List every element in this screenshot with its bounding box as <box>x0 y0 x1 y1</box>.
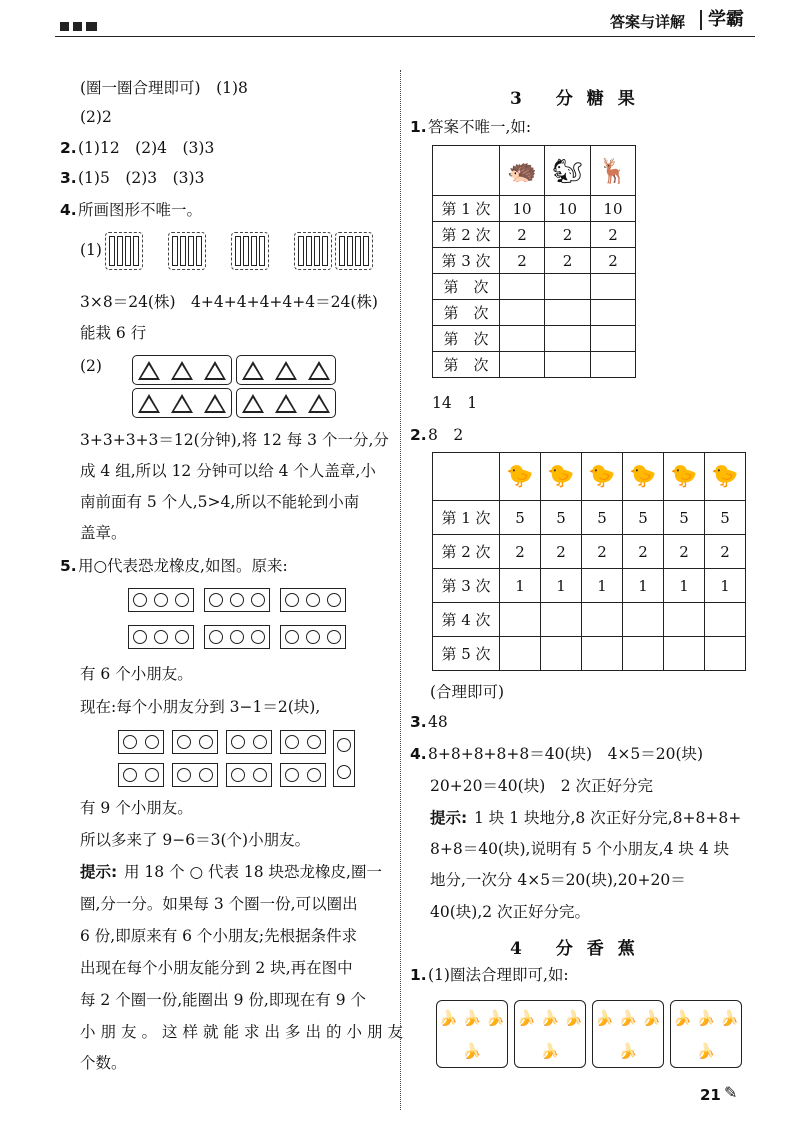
text-line: (1)12 (2)4 (3)3 <box>78 139 215 157</box>
banana-icon: 🍌 <box>540 1008 560 1027</box>
table-cell: 1 <box>705 569 746 603</box>
q-num: 2. <box>410 426 427 444</box>
tip-line: 每 2 个圈一份,能圈出 9 份,即现在有 9 个 <box>80 991 367 1009</box>
tip-line: 40(块),2 次正好分完。 <box>430 903 591 921</box>
table-cell: 2 <box>664 535 705 569</box>
triangle-group <box>236 388 336 418</box>
text-line: 有 9 个小朋友。 <box>80 799 193 817</box>
banana-group <box>514 1000 586 1068</box>
banana-icon: 🍌 <box>641 1008 661 1027</box>
table-cell: 2 <box>623 535 664 569</box>
table-row <box>433 222 636 248</box>
table-cell <box>500 603 541 637</box>
text-line: 现在:每个小朋友分到 3−1＝2(块), <box>80 698 321 716</box>
circle-pair <box>280 763 326 787</box>
text-line: 盖章。 <box>80 524 127 542</box>
table-cell: 2 <box>545 222 591 248</box>
tip-line: 小朋友。这样就能求出多出的小朋友 <box>80 1023 409 1041</box>
text-line: 能栽 6 行 <box>80 324 147 342</box>
circle-group <box>204 588 270 612</box>
text-line: 用○代表恐龙橡皮,如图。原来: <box>78 557 288 575</box>
banana-icon: 🍌 <box>517 1008 536 1027</box>
tip-line: 出现在每个小朋友能分到 2 块,再在图中 <box>80 959 353 977</box>
text-line: (2) <box>80 357 102 375</box>
circle-pair <box>118 763 164 787</box>
q-num: 3. <box>410 713 427 731</box>
table-cell <box>705 603 746 637</box>
header-block <box>60 22 69 31</box>
table-row <box>433 352 636 378</box>
table-row <box>433 603 746 637</box>
table-cell: 1 <box>623 569 664 603</box>
plant-group <box>168 232 206 270</box>
text-line: 14 1 <box>432 394 478 412</box>
table-cell <box>541 603 582 637</box>
chick-icon: 🐤 <box>623 453 664 501</box>
table-row <box>433 535 746 569</box>
text-line: 20+20＝40(块) 2 次正好分完 <box>430 777 654 795</box>
column-divider <box>400 70 401 1110</box>
text-line: 答案不唯一,如: <box>428 118 532 136</box>
circle-group <box>128 625 194 649</box>
plant-group <box>231 232 269 270</box>
pencil-icon: ✎ <box>724 1083 738 1102</box>
circle-pair <box>226 763 272 787</box>
chick-icon: 🐤 <box>500 453 541 501</box>
circle-group <box>128 588 194 612</box>
tip-line: 个数。 <box>80 1054 127 1072</box>
text-line: 8+8+8+8+8＝40(块) 4×5＝20(块) <box>428 745 704 763</box>
banana-group <box>670 1000 742 1068</box>
text-line: (1)5 (2)3 (3)3 <box>78 169 205 187</box>
table-cell: 2 <box>500 222 545 248</box>
table-cell <box>500 637 541 671</box>
table-cell: 2 <box>705 535 746 569</box>
row-label: 第 次 <box>433 326 500 352</box>
table-cell <box>590 352 635 378</box>
circle-group <box>280 588 346 612</box>
tip-line: 8+8＝40(块),说明有 5 个小朋友,4 块 4 块 <box>430 840 730 858</box>
table-cell: 2 <box>541 535 582 569</box>
q-num: 5. <box>60 557 77 575</box>
chick-icon: 🐤 <box>705 453 746 501</box>
q-num: 4. <box>410 745 427 763</box>
table-cell: 2 <box>590 222 635 248</box>
circle-pair <box>226 730 272 754</box>
table-cell <box>545 274 591 300</box>
table-cell <box>500 300 545 326</box>
tip-line: 用 18 个 ○ 代表 18 块恐龙橡皮,圈一 <box>124 863 382 881</box>
banana-icon: 🍌 <box>540 1041 560 1060</box>
circle-pair <box>172 763 218 787</box>
row-label: 第 次 <box>433 274 500 300</box>
row-label: 第 次 <box>433 352 500 378</box>
table-row <box>433 274 636 300</box>
header-brand: 学霸 <box>700 10 744 30</box>
banana-icon: 🍌 <box>719 1008 739 1027</box>
banana-icon: 🍌 <box>673 1008 692 1027</box>
table-cell <box>582 603 623 637</box>
table-row <box>433 300 636 326</box>
plant-group <box>294 232 332 270</box>
table-cell <box>500 326 545 352</box>
circle-pair <box>118 730 164 754</box>
table-cell <box>590 274 635 300</box>
table-cell: 1 <box>664 569 705 603</box>
chick-table <box>432 452 746 671</box>
table-cell: 5 <box>623 501 664 535</box>
row-label: 第 1 次 <box>433 501 500 535</box>
table-cell: 10 <box>590 196 635 222</box>
text-line: 所以多来了 9−6＝3(个)小朋友。 <box>80 831 311 849</box>
table-row <box>433 326 636 352</box>
row-label: 第 次 <box>433 300 500 326</box>
banana-icon: 🍌 <box>696 1041 716 1060</box>
text-line: 成 4 组,所以 12 分钟可以给 4 个人盖章,小 <box>80 462 376 480</box>
row-label: 第 1 次 <box>433 196 500 222</box>
page-number: 21 <box>700 1086 721 1104</box>
banana-icon: 🍌 <box>485 1008 505 1027</box>
table-row <box>433 637 746 671</box>
table-row <box>433 501 746 535</box>
table-cell <box>582 637 623 671</box>
row-label: 第 2 次 <box>433 222 500 248</box>
circle-pair <box>172 730 218 754</box>
table-cell: 10 <box>500 196 545 222</box>
banana-icon: 🍌 <box>595 1008 614 1027</box>
table-cell: 2 <box>582 535 623 569</box>
q-num: 1. <box>410 118 427 136</box>
banana-icon: 🍌 <box>696 1008 716 1027</box>
section-3-title: 3 分糖果 <box>510 89 649 109</box>
tip-line: 6 份,即原来有 6 个小朋友;先根据条件求 <box>80 927 358 945</box>
table-cell <box>500 352 545 378</box>
q-num: 2. <box>60 139 77 157</box>
banana-icon: 🍌 <box>439 1008 458 1027</box>
triangle-group <box>132 355 232 385</box>
chick-icon: 🐤 <box>541 453 582 501</box>
table-cell <box>500 274 545 300</box>
section-4-title: 4 分香蕉 <box>510 939 649 959</box>
table-cell: 2 <box>500 535 541 569</box>
table-cell <box>545 326 591 352</box>
text-line: (圈一圈合理即可) (1)8 <box>80 79 248 97</box>
table-row <box>433 196 636 222</box>
tip-label: 提示: <box>430 809 468 827</box>
table-cell: 2 <box>545 248 591 274</box>
table-cell: 1 <box>541 569 582 603</box>
table-row <box>433 248 636 274</box>
row-label: 第 2 次 <box>433 535 500 569</box>
table-cell <box>545 352 591 378</box>
banana-icon: 🍌 <box>462 1041 482 1060</box>
chick-icon: 🐤 <box>664 453 705 501</box>
table-cell: 1 <box>582 569 623 603</box>
circle-group <box>280 625 346 649</box>
text-line: 3+3+3+3＝12(分钟),将 12 每 3 个一分,分 <box>80 431 389 449</box>
circle-pair-vertical <box>333 730 355 787</box>
plant-group <box>105 232 143 270</box>
text-line: 8 2 <box>428 426 464 444</box>
tip-line: 圈,分一分。如果每 3 个圈一份,可以圈出 <box>80 895 358 913</box>
banana-group <box>592 1000 664 1068</box>
header-rule <box>55 36 755 37</box>
candy-table <box>432 145 636 378</box>
header-title: 答案与详解 <box>610 13 686 31</box>
tip-label: 提示: <box>80 863 118 881</box>
text-line: (1) <box>80 241 102 259</box>
table-cell: 5 <box>582 501 623 535</box>
text-line: 南前面有 5 个人,5>4,所以不能轮到小南 <box>80 493 360 511</box>
table-cell <box>541 637 582 671</box>
table-cell: 5 <box>664 501 705 535</box>
banana-icon: 🍌 <box>563 1008 583 1027</box>
triangle-group <box>236 355 336 385</box>
tip-line: 地分,一次分 4×5＝20(块),20+20＝ <box>430 871 686 889</box>
deer-icon: 🦌 <box>590 146 635 196</box>
table-cell <box>664 637 705 671</box>
header-block <box>73 22 82 31</box>
tip-line: 1 块 1 块地分,8 次正好分完,8+8+8+ <box>474 809 742 827</box>
row-label: 第 3 次 <box>433 248 500 274</box>
row-label: 第 5 次 <box>433 637 500 671</box>
banana-icon: 🍌 <box>618 1008 638 1027</box>
table-cell <box>705 637 746 671</box>
table-row <box>433 569 746 603</box>
table-cell: 2 <box>500 248 545 274</box>
table-cell <box>545 300 591 326</box>
row-label: 第 3 次 <box>433 569 500 603</box>
text-line: 所画图形不唯一。 <box>78 201 203 219</box>
table-cell <box>623 637 664 671</box>
text-line: (1)圈法合理即可,如: <box>428 966 569 984</box>
q-num: 4. <box>60 201 77 219</box>
banana-group <box>436 1000 508 1068</box>
text-line: (2)2 <box>80 108 112 126</box>
banana-icon: 🍌 <box>618 1041 638 1060</box>
table-cell: 5 <box>541 501 582 535</box>
table-cell: 1 <box>500 569 541 603</box>
table-cell <box>664 603 705 637</box>
chick-icon: 🐤 <box>582 453 623 501</box>
table-cell <box>623 603 664 637</box>
text-line: 3×8＝24(株) 4+4+4+4+4+4＝24(株) <box>80 293 378 311</box>
text-line: (合理即可) <box>430 683 505 701</box>
table-cell <box>590 300 635 326</box>
circle-pair <box>280 730 326 754</box>
row-label: 第 4 次 <box>433 603 500 637</box>
circle-group <box>204 625 270 649</box>
table-cell: 5 <box>500 501 541 535</box>
hedgehog-icon: 🦔 <box>500 146 545 196</box>
table-cell: 10 <box>545 196 591 222</box>
table-cell <box>590 326 635 352</box>
q-num: 1. <box>410 966 427 984</box>
table-cell: 5 <box>705 501 746 535</box>
text-line: 有 6 个小朋友。 <box>80 665 193 683</box>
header-block <box>86 22 97 31</box>
text-line: 48 <box>428 713 448 731</box>
q-num: 3. <box>60 169 77 187</box>
squirrel-icon: 🐿 <box>545 146 591 196</box>
banana-icon: 🍌 <box>462 1008 482 1027</box>
triangle-group <box>132 388 232 418</box>
plant-group <box>335 232 373 270</box>
table-cell: 2 <box>590 248 635 274</box>
